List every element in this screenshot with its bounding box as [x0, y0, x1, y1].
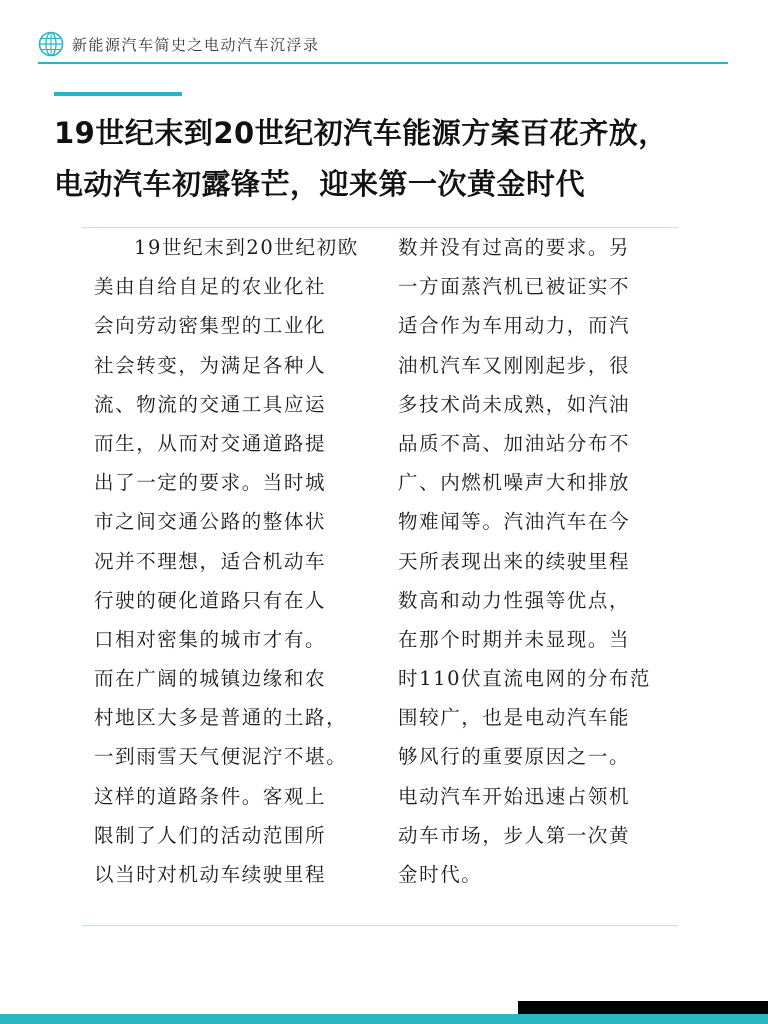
body-text-line: 行驶的硬化道路只有在人: [94, 588, 327, 612]
footer-black-bar: [518, 1001, 768, 1014]
body-column-right: [398, 228, 688, 894]
body-text-line: 社会转变，为满足各种人: [94, 353, 327, 377]
body-text-line: 村地区大多是普通的土路，: [94, 706, 348, 730]
body-text-line: 会向劳动密集型的工业化: [94, 314, 327, 338]
globe-icon: [38, 31, 64, 57]
body-text-line: 围较广，也是电动汽车能: [398, 706, 631, 730]
body-text-line: 在那个时期并未显现。当: [398, 627, 631, 651]
body-text-line: 限制了人们的活动范围所: [94, 823, 327, 847]
body-text-line: 适合作为车用动力，而汽: [398, 314, 631, 338]
body-text-line: 流、物流的交通工具应运: [94, 392, 327, 416]
body-text-line: 口相对密集的城市才有。: [94, 627, 327, 651]
title-accent-bar: [54, 92, 182, 96]
text-block-bottom-rule: [82, 925, 678, 926]
section-headline: [54, 108, 754, 210]
body-text-line: 数并没有过高的要求。另: [398, 236, 631, 259]
body-text-line: 多技术尚未成熟，如汽油: [398, 392, 631, 416]
body-text-line: 而生，从而对交通道路提: [94, 431, 327, 455]
header-rule: [38, 62, 728, 64]
body-column-left: [94, 228, 384, 894]
body-text-line: 时110伏直流电网的分布范: [398, 667, 652, 691]
body-text-line: 广、内燃机噪声大和排放: [398, 471, 631, 495]
body-text-line: 出了一定的要求。当时城: [94, 471, 327, 495]
body-text-line: 而在广阔的城镇边缘和农: [94, 667, 327, 691]
running-header: [38, 26, 728, 62]
body-text-line: 美由自给自足的农业化社: [94, 275, 327, 299]
body-text-line: 市之间交通公路的整体状: [94, 510, 327, 534]
body-text-line: 数高和动力性强等优点，: [398, 588, 631, 612]
body-text-line: 天所表现出来的续驶里程: [398, 549, 631, 573]
body-text-line: 这样的道路条件。客观上: [94, 784, 327, 808]
body-text-line: 一方面蒸汽机已被证实不: [398, 275, 631, 299]
body-text-line: 以当时对机动车续驶里程: [94, 863, 327, 886]
header-title: 新能源汽车简史之电动汽车沉浮录: [72, 35, 320, 54]
footer-teal-bar: [0, 1014, 768, 1024]
headline-line-1: 19世纪末到20世纪初汽车能源方案百花齐放，: [54, 116, 668, 150]
headline-line-2: 电动汽车初露锋芒，迎来第一次黄金时代: [54, 167, 586, 201]
body-text-line: 况并不理想，适合机动车: [94, 549, 327, 573]
body-text-line: 一到雨雪天气便泥泞不堪。: [94, 745, 348, 769]
body-text-line: 物难闻等。汽油汽车在今: [398, 510, 631, 534]
body-text-line: 够风行的重要原因之一。: [398, 745, 631, 769]
body-text-line: 金时代。: [398, 863, 483, 886]
body-text-line: 动车市场，步人第一次黄: [398, 823, 631, 847]
body-text-line: 19世纪末到20世纪初欧: [134, 236, 359, 259]
body-text-line: 品质不高、加油站分布不: [398, 431, 631, 455]
body-text-line: 电动汽车开始迅速占领机: [398, 784, 631, 808]
body-text-line: 油机汽车又刚刚起步，很: [398, 353, 631, 377]
